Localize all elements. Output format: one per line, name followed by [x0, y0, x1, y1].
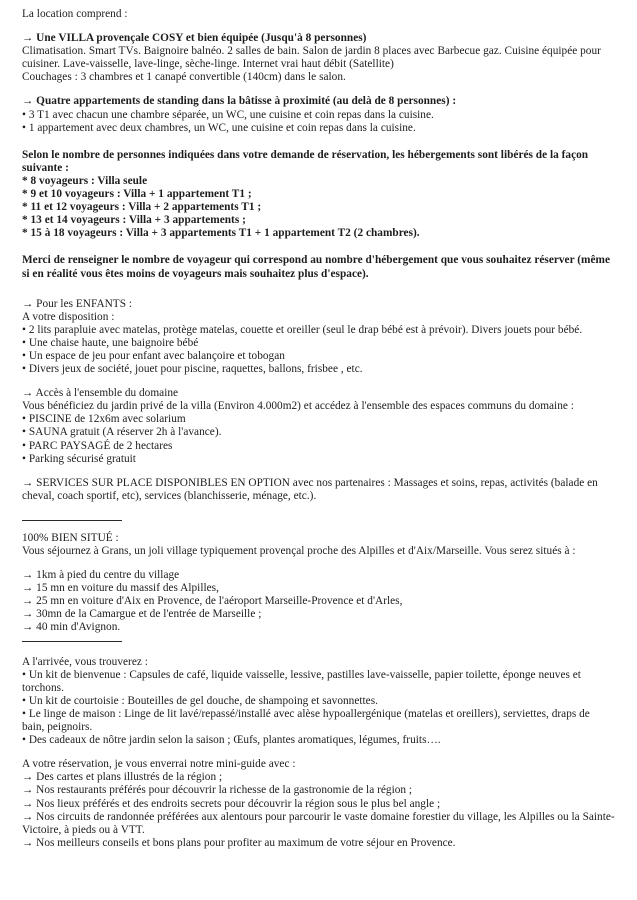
- list-item: • PARC PAYSAGÉ de 2 hectares: [22, 439, 173, 452]
- spacer: [22, 466, 615, 477]
- list-item: * 11 et 12 voyageurs : Villa + 2 appartements T1 ;: [22, 201, 262, 214]
- list-item: • Un kit de bienvenue : Capsules de café, liquide vaisselle, lessive, pastilles lave-vaisselle, papier toilette, éponge neuves et torchons.: [22, 668, 581, 694]
- list-item: • PISCINE de 12x6m avec solarium: [22, 413, 186, 426]
- children-subheading: A votre disposition :: [22, 310, 115, 323]
- list-item: • 2 lits parapluie avec matelas, protège matelas, couette et oreiller (seul le drap bébé est à prévoir). Divers jouets pour bébé.: [22, 323, 583, 336]
- domain-intro: Vous bénéficiez du jardin privé de la villa (Environ 4.000m2) et accédez à l'ensemble des espaces communs du domaine :: [22, 400, 574, 413]
- villa-heading: → Une VILLA provençale COSY et bien équipée (Jusqu'à 8 personnes): [22, 32, 367, 45]
- arrival-section: [22, 656, 615, 748]
- list-item: → Des cartes et plans illustrés de la région ;: [22, 771, 223, 784]
- list-item: • Le linge de maison : Linge de lit lavé/repassé/installé avec alèse hypoallergénique (matelas et oreillers), serviettes, draps de bain, peignoirs.: [22, 707, 590, 734]
- spacer: [22, 84, 615, 95]
- list-item: → 30mn de la Camargue et de l'entrée de Marseille ;: [22, 608, 262, 621]
- spacer: [22, 376, 615, 387]
- villa-description-1: Climatisation. Smart TVs. Baignoire balnéo. 2 salles de bain. Salon de jardin 8 places avec Barbecue gaz. Cuisine équipée pour cuisiner. Lave-vaisselle, lave-linge, sèche-linge. Internet vrai haut débit (Satellite): [22, 45, 601, 71]
- apartments-section: [22, 95, 615, 134]
- spacer: [22, 21, 615, 32]
- guide-heading: A votre réservation, je vous enverrai notre mini-guide avec :: [22, 758, 296, 771]
- list-item: • Un kit de courtoisie : Bouteilles de gel douche, de shampoing et savonnettes.: [22, 694, 378, 707]
- spacer: [22, 240, 615, 254]
- location-intro: Vous séjournez à Grans, un joli village typiquement provençal proche des Alpilles et d'Aix/Marseille. Vous serez situés à :: [22, 545, 576, 557]
- list-item: * 8 voyageurs : Villa seule: [22, 174, 148, 187]
- list-item: → Nos circuits de randonnée préférées aux alentours pour parcourir le vaste domaine forestier du village, les Alpilles ou la Sainte-Victoire, à pieds ou à VTT.: [22, 810, 615, 836]
- list-item: * 13 et 14 voyageurs : Villa + 3 appartements ;: [22, 214, 246, 227]
- repartition-section: [22, 149, 615, 241]
- list-item: • Des cadeaux de nôtre jardin selon la saison ; Œufs, plantes aromatiques, légumes, fruits….: [22, 734, 441, 747]
- merci-note: Merci de renseigner le nombre de voyageur qui correspond au nombre d'hébergement que vous souhaitez réserver (même si en réalité vous êtes moins de voyageurs mais souhaitez plus d'espace).: [22, 254, 610, 280]
- spacer: [22, 558, 615, 569]
- spacer: [22, 135, 615, 149]
- list-item: * 9 et 10 voyageurs : Villa + 1 appartement T1 ;: [22, 188, 252, 201]
- list-item: • SAUNA gratuit (A réserver 2h à l'avance).: [22, 426, 222, 439]
- distances-list: [22, 569, 615, 634]
- spacer: [22, 503, 615, 520]
- spacer: [22, 642, 615, 656]
- list-item: → Nos lieux préférés et des endroits secrets pour découvrir la région sous le plus bel angle ;: [22, 797, 441, 810]
- list-item: → 15 mn en voiture du massif des Alpilles,: [22, 582, 219, 595]
- list-item: → 1km à pied du centre du village: [22, 569, 180, 582]
- location-section: [22, 532, 615, 558]
- villa-description-2: Couchages : 3 chambres et 1 canapé convertible (140cm) dans le salon.: [22, 71, 346, 84]
- list-item: • 1 appartement avec deux chambres, un WC, une cuisine et coin repas dans la cuisine.: [22, 121, 416, 134]
- list-item: • 3 T1 avec chacun une chambre séparée, un WC, une cuisine et coin repas dans la cuisine.: [22, 108, 434, 121]
- list-item: → Nos restaurants préférés pour découvrir la richesse de la gastronomie de la région ;: [22, 784, 413, 797]
- list-item: → Nos meilleurs conseils et bons plans pour profiter au maximum de votre séjour en Provence.: [22, 836, 456, 849]
- location-heading: 100% BIEN SITUÉ :: [22, 531, 119, 544]
- services-paragraph: → SERVICES SUR PLACE DISPONIBLES EN OPTION avec nos partenaires : Massages et soins, repas, activités (balade en cheval, coach sportif, etc), services (blanchisserie, ménage, etc.).: [22, 476, 598, 502]
- list-item: * 15 à 18 voyageurs : Villa + 3 appartements T1 + 1 appartement T2 (2 chambres).: [22, 227, 420, 240]
- list-item: • Un espace de jeu pour enfant avec balançoire et tobogan: [22, 349, 285, 362]
- intro-line: La location comprend :: [22, 8, 128, 20]
- apartments-heading: → Quatre appartements de standing dans la bâtisse à proximité (au delà de 8 personnes) :: [22, 95, 457, 108]
- children-section: [22, 298, 615, 377]
- list-item: • Parking sécurisé gratuit: [22, 452, 136, 465]
- list-item: • Une chaise haute, une baignoire bébé: [22, 336, 199, 349]
- spacer: [22, 281, 615, 298]
- list-item: → 40 min d'Avignon.: [22, 621, 121, 634]
- spacer: [22, 521, 615, 532]
- villa-section: [22, 32, 615, 84]
- repartition-intro: Selon le nombre de personnes indiquées dans votre demande de réservation, les hébergements sont libérés de la façon suivante :: [22, 148, 589, 174]
- spacer: [22, 747, 615, 758]
- list-item: • Divers jeux de société, jouet pour piscine, raquettes, ballons, frisbee , etc.: [22, 363, 363, 376]
- guide-section: [22, 758, 615, 850]
- children-heading: → Pour les ENFANTS :: [22, 297, 133, 310]
- domain-heading: → Accès à l'ensemble du domaine: [22, 387, 179, 400]
- arrival-heading: A l'arrivée, vous trouverez :: [22, 655, 148, 668]
- domain-access-section: [22, 387, 615, 466]
- list-item: → 25 mn en voiture d'Aix en Provence, de l'aéroport Marseille-Provence et d'Arles,: [22, 595, 403, 608]
